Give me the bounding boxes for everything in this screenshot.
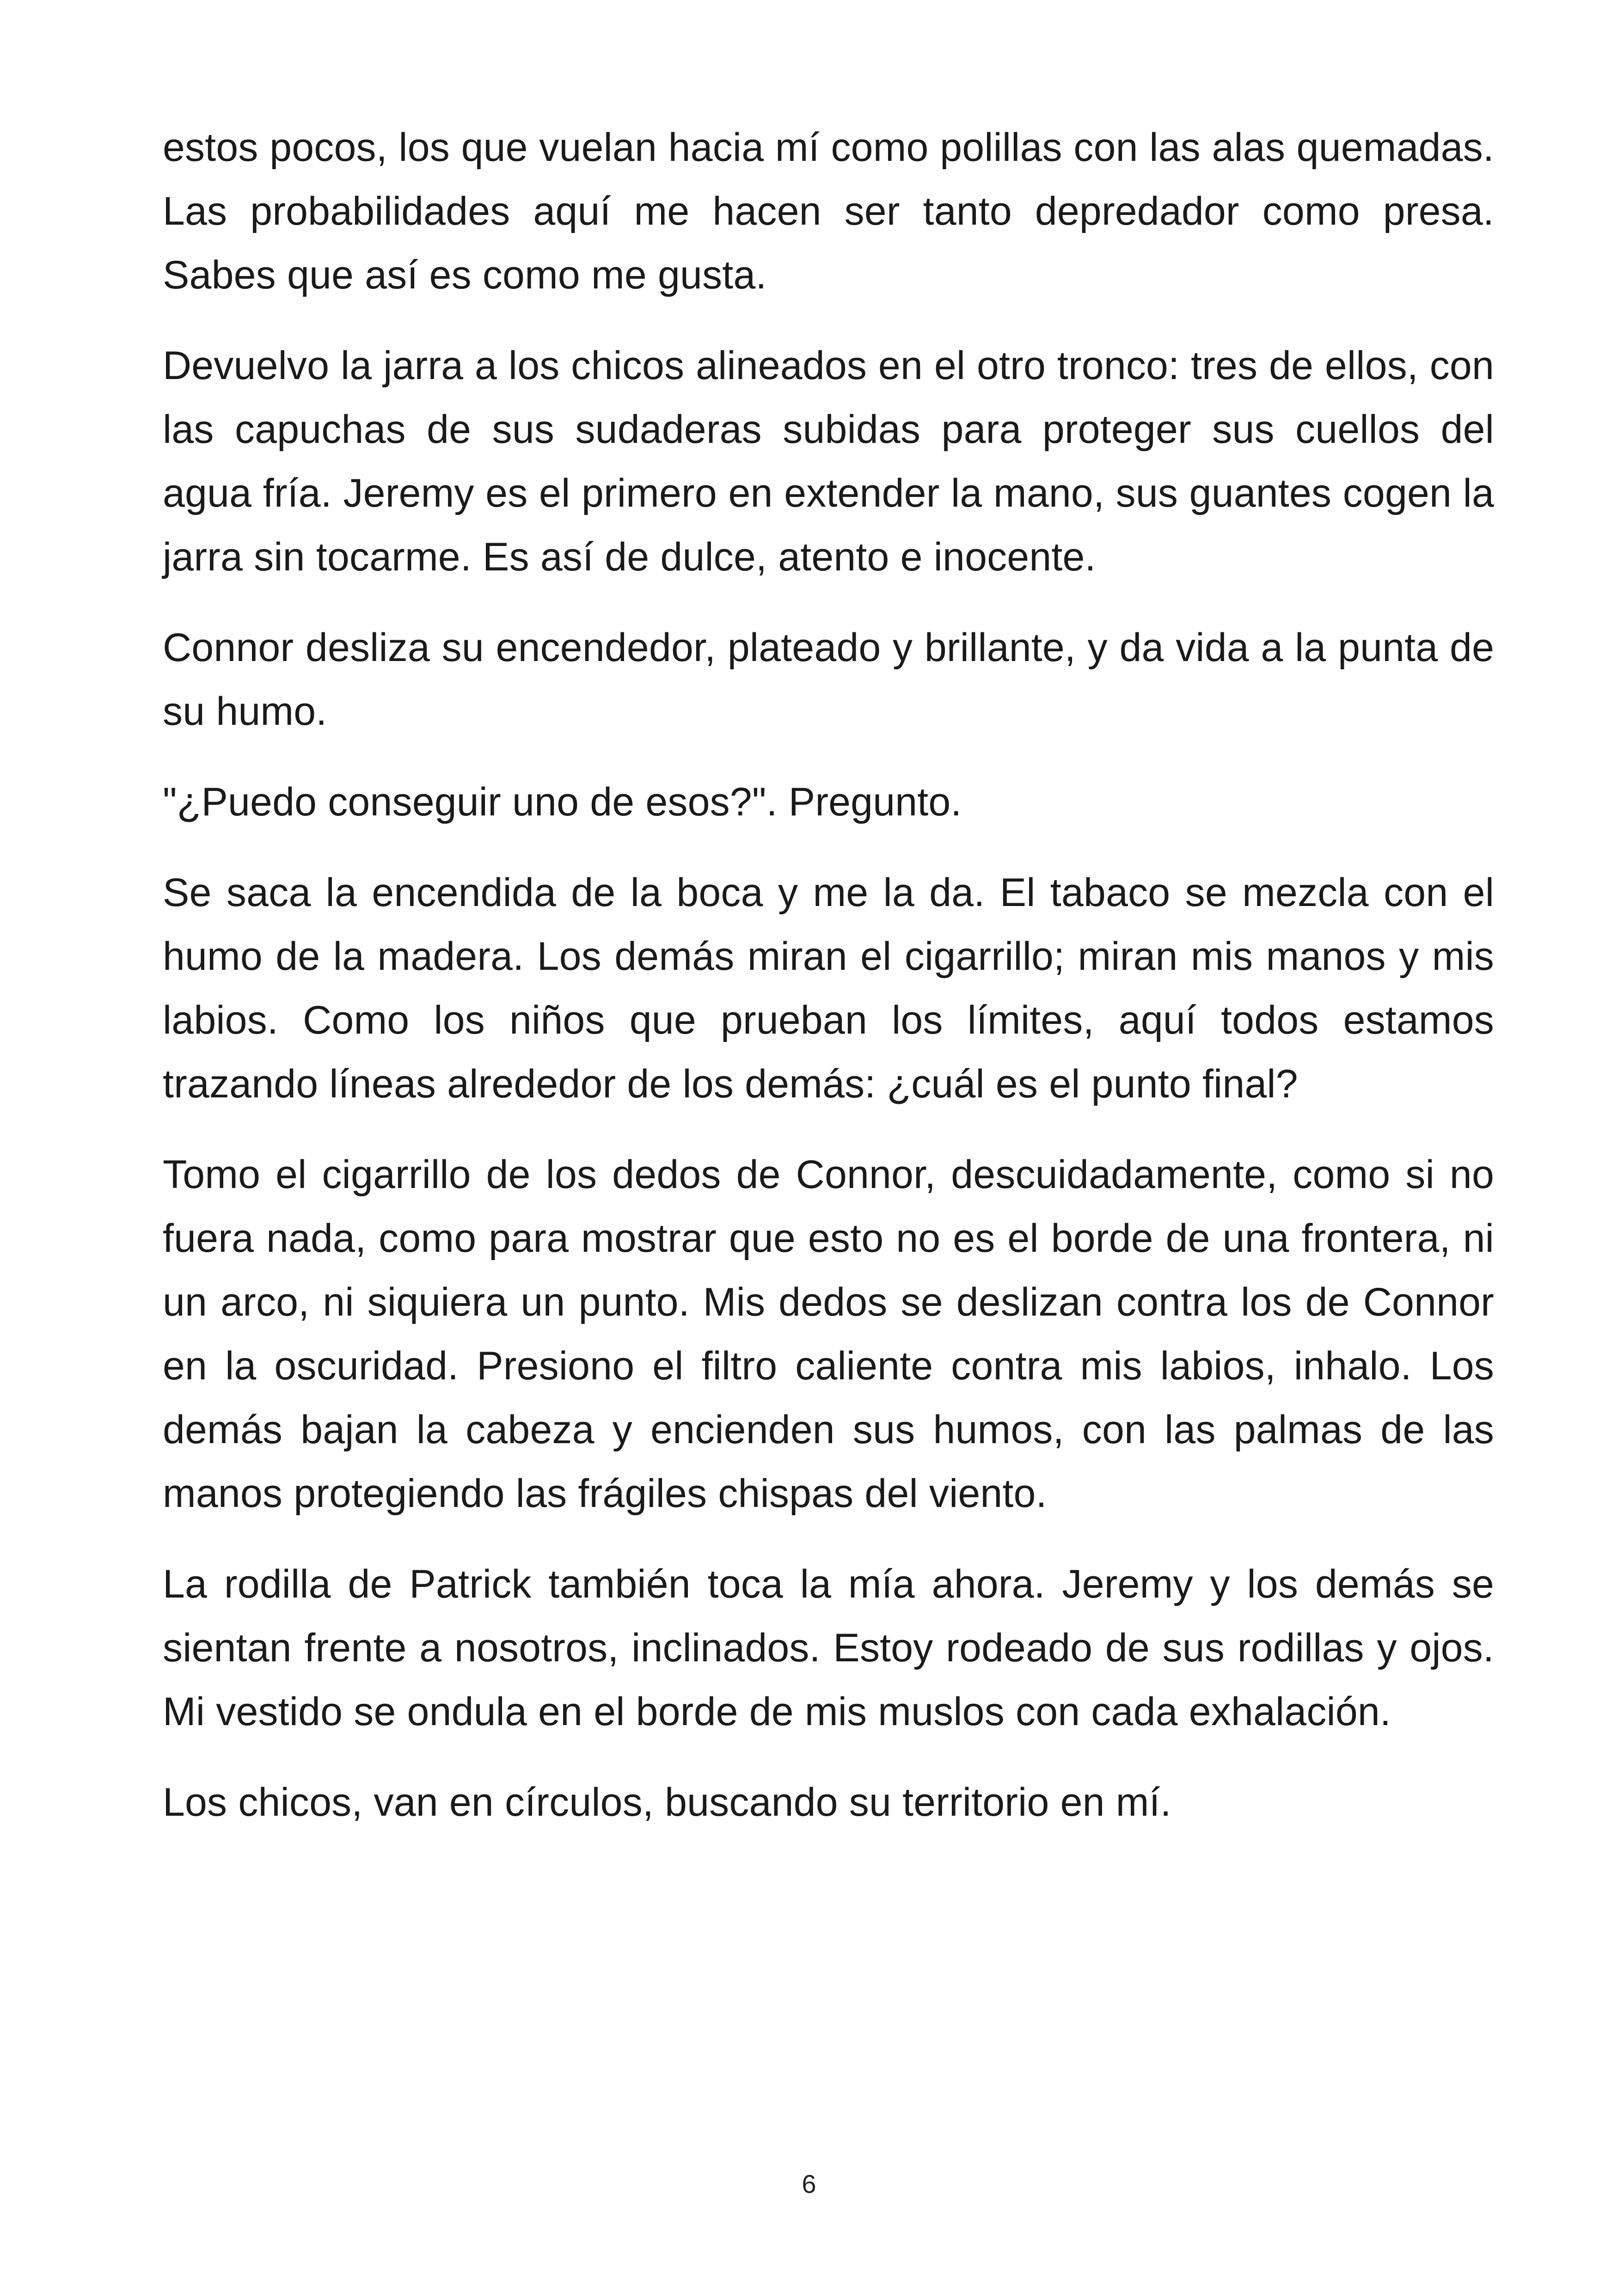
- document-body: [163, 116, 1494, 1861]
- paragraph: Los chicos, van en círculos, buscando su territorio en mí.: [163, 1780, 1171, 1825]
- page-number: 6: [802, 2169, 816, 2198]
- paragraph: estos pocos, los que vuelan hacia mí como polillas con las alas quemadas. Las probabilidades aquí me hacen ser tanto depredador como presa. Sabes que así es como me gusta.: [163, 125, 1494, 297]
- paragraph: Devuelvo la jarra a los chicos alineados en el otro tronco: tres de ellos, con las capuchas de sus sudaderas subidas para proteger sus cuellos del agua fría. Jeremy es el primero en extender la mano, sus guantes cogen la jarra sin tocarme. Es así de dulce, atento e inocente.: [163, 343, 1494, 579]
- paragraph: Tomo el cigarrillo de los dedos de Connor, descuidadamente, como si no fuera nada, como para mostrar que esto no es el borde de una frontera, ni un arco, ni siquiera un punto. Mis dedos se deslizan contra los de Connor en la oscuridad. Presiono el filtro caliente contra mis labios, inhalo. Los demás bajan la cabeza y encienden sus humos, con las palmas de las manos protegiendo las frágiles chispas del viento.: [163, 1152, 1494, 1516]
- paragraph: Se saca la encendida de la boca y me la da. El tabaco se mezcla con el humo de la madera. Los demás miran el cigarrillo; miran mis manos y mis labios. Como los niños que prueban los límites, aquí todos estamos trazando líneas alrededor de los demás: ¿cuál es el punto final?: [163, 870, 1494, 1106]
- paragraph: Connor desliza su encendedor, plateado y brillante, y da vida a la punta de su humo.: [163, 625, 1494, 734]
- paragraph: La rodilla de Patrick también toca la mía ahora. Jeremy y los demás se sientan frente a nosotros, inclinados. Estoy rodeado de sus rodillas y ojos. Mi vestido se ondula en el borde de mis muslos con cada exhalación.: [163, 1562, 1494, 1734]
- paragraph: "¿Puedo conseguir uno de esos?". Pregunto.: [163, 780, 962, 824]
